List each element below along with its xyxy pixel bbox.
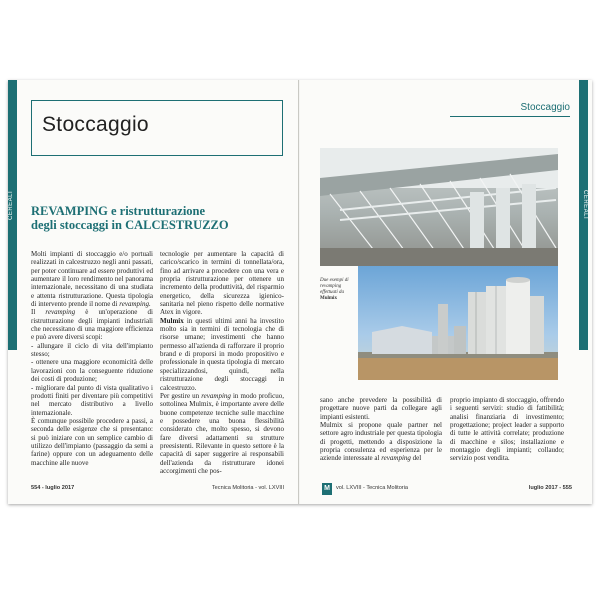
photo-caption — [320, 278, 356, 302]
left-column-2 — [160, 250, 284, 475]
paragraph: proprio impianto di stoccaggio, offrendo i seguenti servizi: studio di fattibilità; analisi finanziaria di investimento; progettazione; project leader a supporto di tutte le attività correlate; produzione di macchine e silos; installazione e montaggio degli impianti; collaudo; servizio post vendita. — [450, 396, 564, 463]
header-rule — [450, 116, 570, 117]
left-side-tab-label: CEREALI — [8, 190, 14, 220]
paragraph: Per gestire un — [160, 391, 202, 400]
magazine-spread — [8, 80, 592, 504]
brand-name: Mulmix — [160, 316, 184, 325]
paragraph: in modo proficuo, sottolinea Mulmix, è importante avere delle buone competenze tecniche sulle macchine e possedere una buona flessibilità considerato che, molto spesso, si devono fare diversi adattamenti su strutture preesistenti. Rilevante in questo settore è la capacità di saper suggerire ai responsabili dell'azienda da ristrutturare idonei accorgimenti che pos- — [160, 391, 284, 475]
right-column-1 — [320, 396, 442, 463]
paragraph: Il — [31, 308, 46, 317]
paragraph: del — [410, 454, 422, 463]
journal-name-left: Tecnica Molitoria - vol. LXVIII — [211, 485, 284, 491]
bullet-item: - allungare il ciclo di vita dell'impianto stesso; — [31, 341, 153, 359]
section-title: Stoccaggio — [42, 113, 149, 136]
journal-logo-icon: M — [322, 483, 332, 495]
paragraph: è un'operazione di ristrutturazione degli impianti industriali che necessitano di una maggiore efficienza e può avere diversi scopi: — [31, 308, 153, 342]
paragraph: in questi ultimi anni ha investito molto sia in termini di tecnologia che di risorse umane; investimenti che hanno permesso all'azienda di rafforzare il proprio brand e di proporsi in modo propositivo e professionale in questa tipologia di mercato specializzandosi, quindi, nella ristrutturazione degli stoccaggi in calcestruzzo. — [160, 316, 284, 392]
silo-interior-illustration — [320, 148, 558, 266]
right-column-2 — [450, 396, 564, 463]
section-header: Stoccaggio — [520, 102, 570, 113]
emphasis: revamping. — [119, 300, 151, 309]
left-column-1 — [31, 250, 153, 467]
bullet-item: - ottenere una maggiore economicità delle lavorazioni con la conseguente riduzione dei costi di produzione; — [31, 358, 153, 384]
emphasis: revamping — [381, 454, 411, 463]
headline-line-1: REVAMPING e ristrutturazione — [31, 204, 206, 218]
right-side-tab-label: CEREALI — [582, 190, 588, 220]
bullet-item: - migliorare dal punto di vista qualitativo i prodotti finiti per diventare più competitivi nel mercato distributivo a livello internazionale. — [31, 383, 153, 417]
silos-exterior-illustration — [358, 266, 558, 380]
headline-line-2: degli stoccaggi in CALCESTRUZZO — [31, 218, 229, 232]
caption-brand: Mulmix — [320, 296, 337, 301]
paragraph: È comunque possibile procedere a passi, a seconda delle esigenze che si presentano: si può iniziare con un semplice cambio di utilizzo dell'impianto (passaggio da semi a farine) oppure con un adeguamento delle macchine alle nuove — [31, 416, 153, 467]
page-number-right: luglio 2017 - 555 — [528, 485, 572, 491]
left-page — [8, 80, 299, 504]
article-headline — [31, 204, 286, 232]
emphasis: revamping — [45, 308, 76, 317]
paragraph: tecnologie per aumentare la capacità di carico/scarico in termini di tonnellata/ora, fino ad arrivare a procedere con una vera e propria ristrutturazione per ottenere un incremento della produttività, del risparmio energetico, della sicurezza igienico-sanitaria nel pieno rispetto delle normative Atex in vigore. — [160, 250, 284, 317]
page-number-left: 554 - luglio 2017 — [31, 485, 75, 491]
caption-text: Due esempi di revamping effettuati da — [320, 278, 349, 295]
paragraph: sano anche prevedere la possibilità di progettare nuove parti da collegare agli impianti esistenti. — [320, 396, 442, 421]
emphasis: revamping — [201, 391, 231, 400]
photo-silos-exterior — [358, 266, 558, 380]
paragraph: Molti impianti di stoccaggio e/o portuali realizzati in calcestruzzo negli anni passati, per poter continuare ad essere produttivi ed aumentare il loro rendimento nel panorama internazionale, necessitano di una studiata e attenta ristrutturazione. Questa tipologia di intervento prende il nome di — [31, 250, 153, 309]
right-page — [300, 80, 592, 504]
photo-silo-interior — [320, 148, 558, 266]
journal-name-right: vol. LXVIII - Tecnica Molitoria — [336, 485, 409, 491]
paragraph: Mulmix si propone quale partner nel settore agro industriale per questa tipologia di progetti, mettendo a disposizione la propria consulenza ed esperienza per le aziende interessate al — [320, 421, 442, 463]
section-title-box — [31, 100, 283, 156]
